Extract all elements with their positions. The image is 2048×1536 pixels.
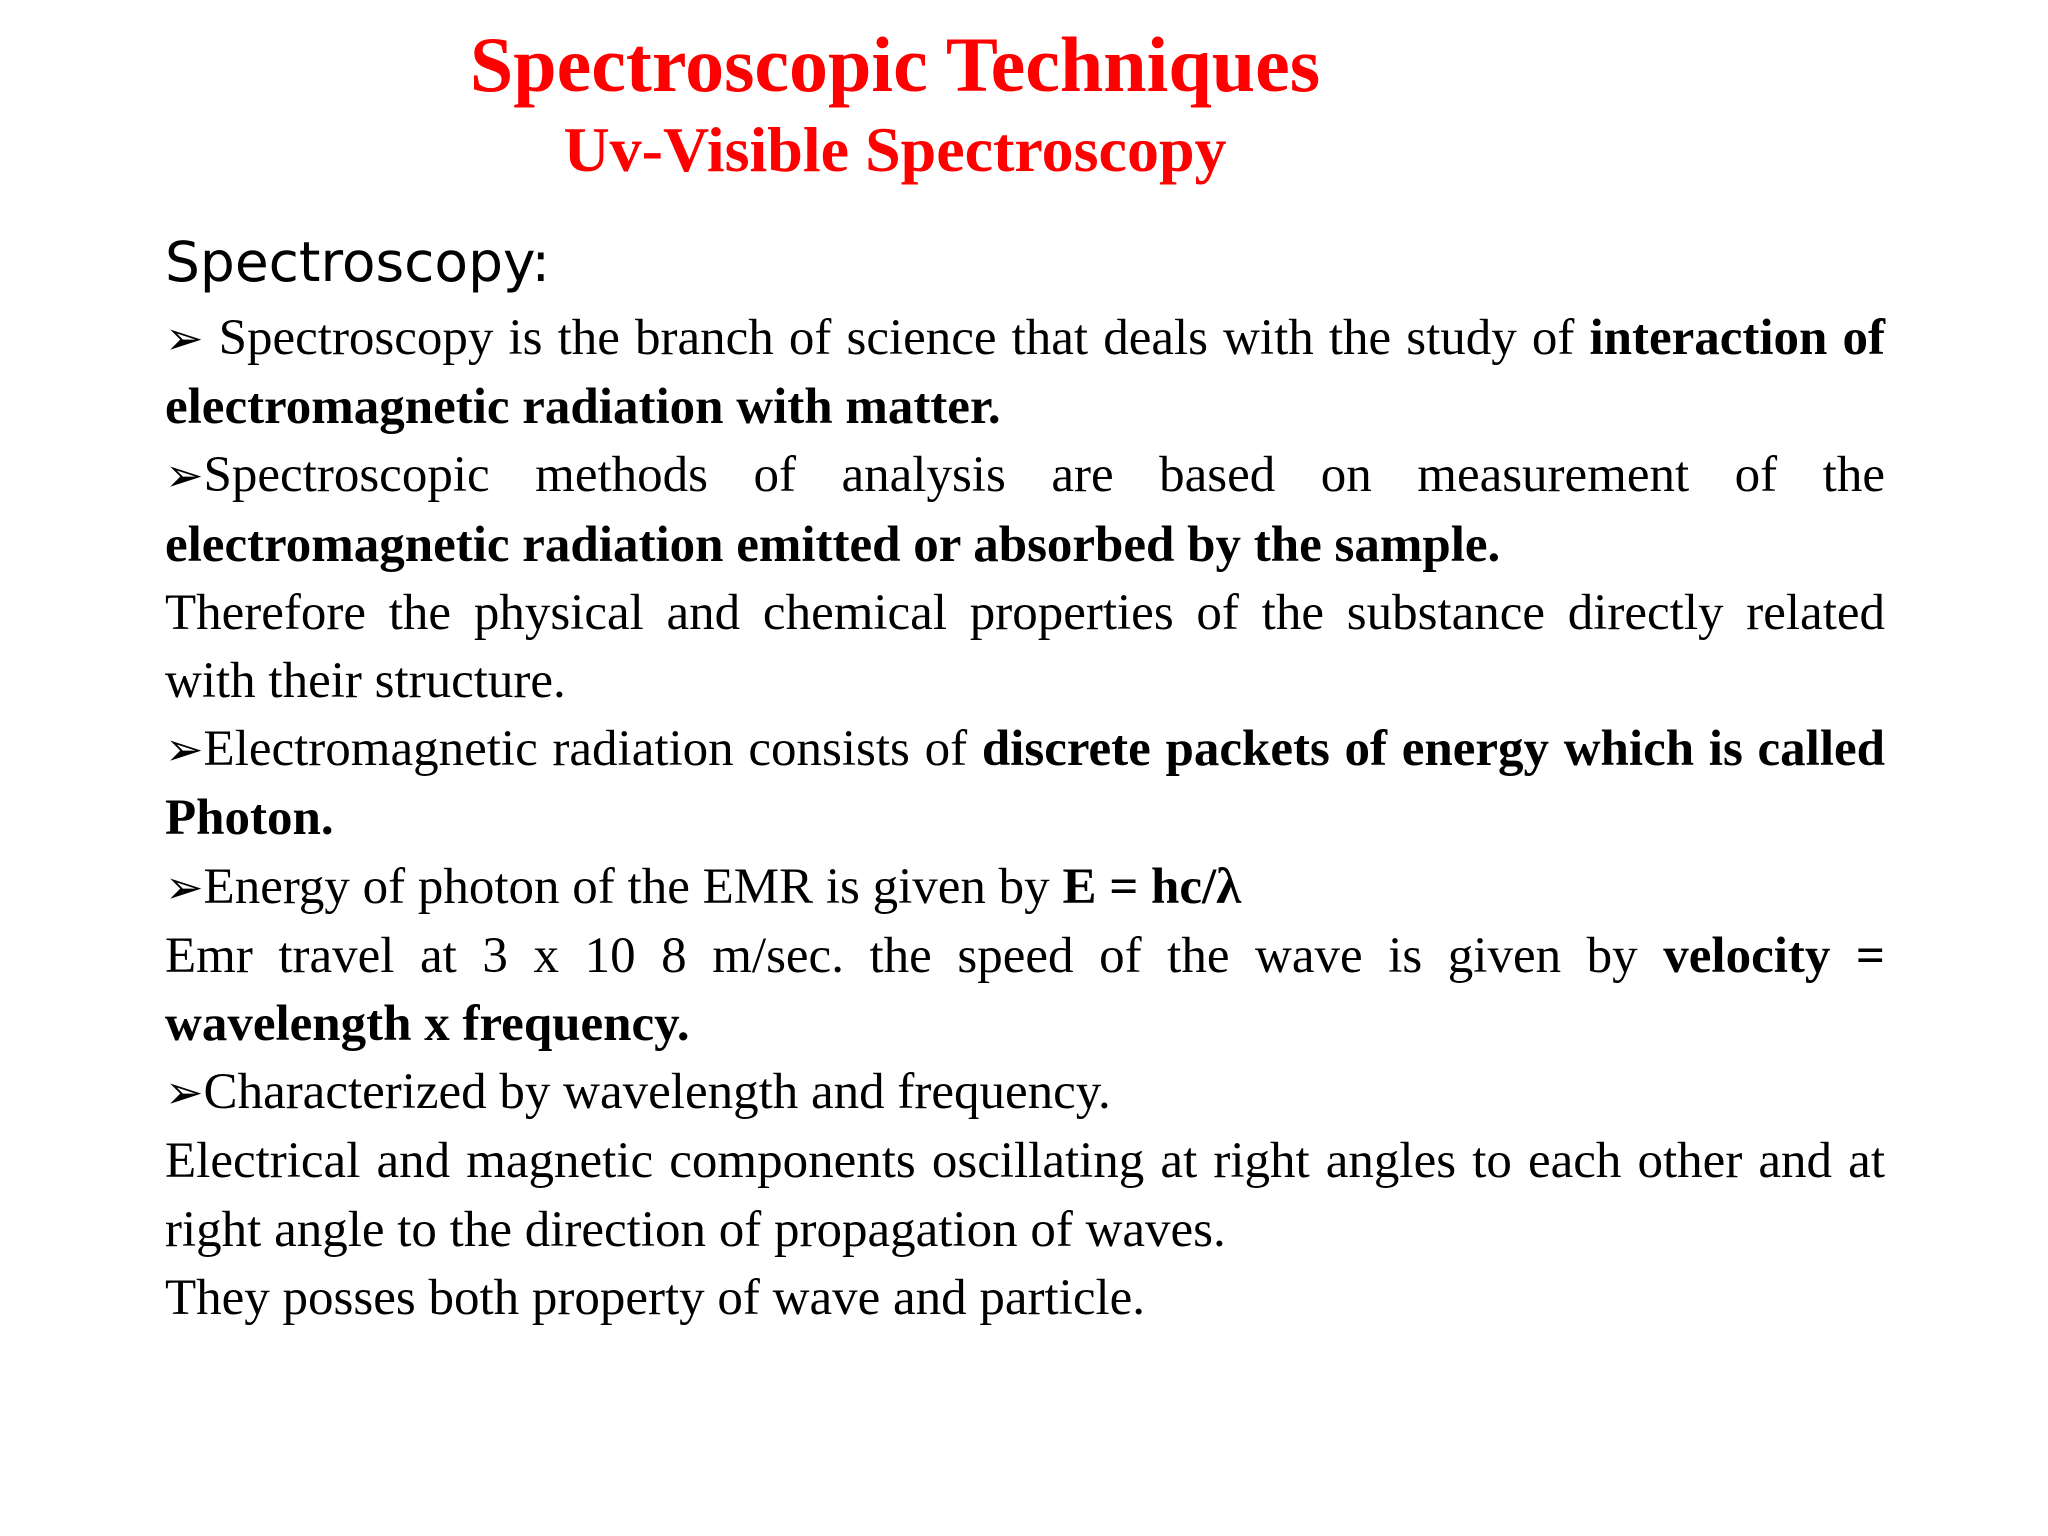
paragraph-bold-text: interaction of electromagnetic radiation with matter.	[165, 310, 1885, 436]
bullet-paragraph	[165, 441, 1885, 578]
arrow-bullet-icon: ➢	[165, 724, 204, 776]
arrow-bullet-icon: ➢	[165, 1067, 204, 1119]
plain-paragraph	[165, 1264, 1885, 1332]
slide-body	[165, 304, 1885, 1332]
plain-paragraph	[165, 1127, 1885, 1263]
paragraph-text: Spectroscopic methods of analysis are based on measurement of the	[203, 447, 1885, 504]
bullet-paragraph	[165, 853, 1885, 922]
paragraph-text: Emr travel at 3 x 10 8 m/sec. the speed of the wave is given by	[165, 927, 1664, 984]
energy-formula: E = hc/λ	[1062, 858, 1242, 915]
paragraph-bold-text: electromagnetic radiation emitted or absorbed by the sample.	[165, 516, 1501, 573]
paragraph-text: Characterized by wavelength and frequency.	[203, 1064, 1111, 1121]
section-heading: Spectroscopy:	[165, 230, 551, 294]
bullet-paragraph	[165, 304, 1885, 441]
paragraph-text: Spectroscopy is the branch of science that deals with the study of	[203, 310, 1590, 366]
paragraph-text: Electrical and magnetic components oscillating at right angles to each other and at right angle to the direction of propagation of waves.	[165, 1133, 1885, 1258]
arrow-bullet-icon: ➢	[165, 313, 204, 364]
velocity-formula: velocity = wavelength x frequency.	[165, 927, 1885, 1053]
slide-subtitle: Uv-Visible Spectroscopy	[563, 114, 1227, 185]
arrow-bullet-icon: ➢	[165, 861, 204, 913]
paragraph-text: They posses both property of wave and particle.	[165, 1269, 1146, 1326]
paragraph-text: Electromagnetic radiation consists of	[203, 721, 982, 778]
plain-paragraph	[165, 579, 1885, 715]
bullet-paragraph	[165, 715, 1885, 852]
plain-paragraph	[165, 922, 1885, 1058]
paragraph-text: Therefore the physical and chemical properties of the substance directly related with their structure.	[165, 584, 1885, 710]
paragraph-bold-text: discrete packets of energy which is called Photon.	[165, 721, 1885, 847]
arrow-bullet-icon: ➢	[165, 450, 204, 502]
slide-title: Spectroscopic Techniques	[469, 21, 1321, 108]
paragraph-text: Energy of photon of the EMR is given by	[203, 858, 1063, 915]
bullet-paragraph	[165, 1058, 1885, 1127]
